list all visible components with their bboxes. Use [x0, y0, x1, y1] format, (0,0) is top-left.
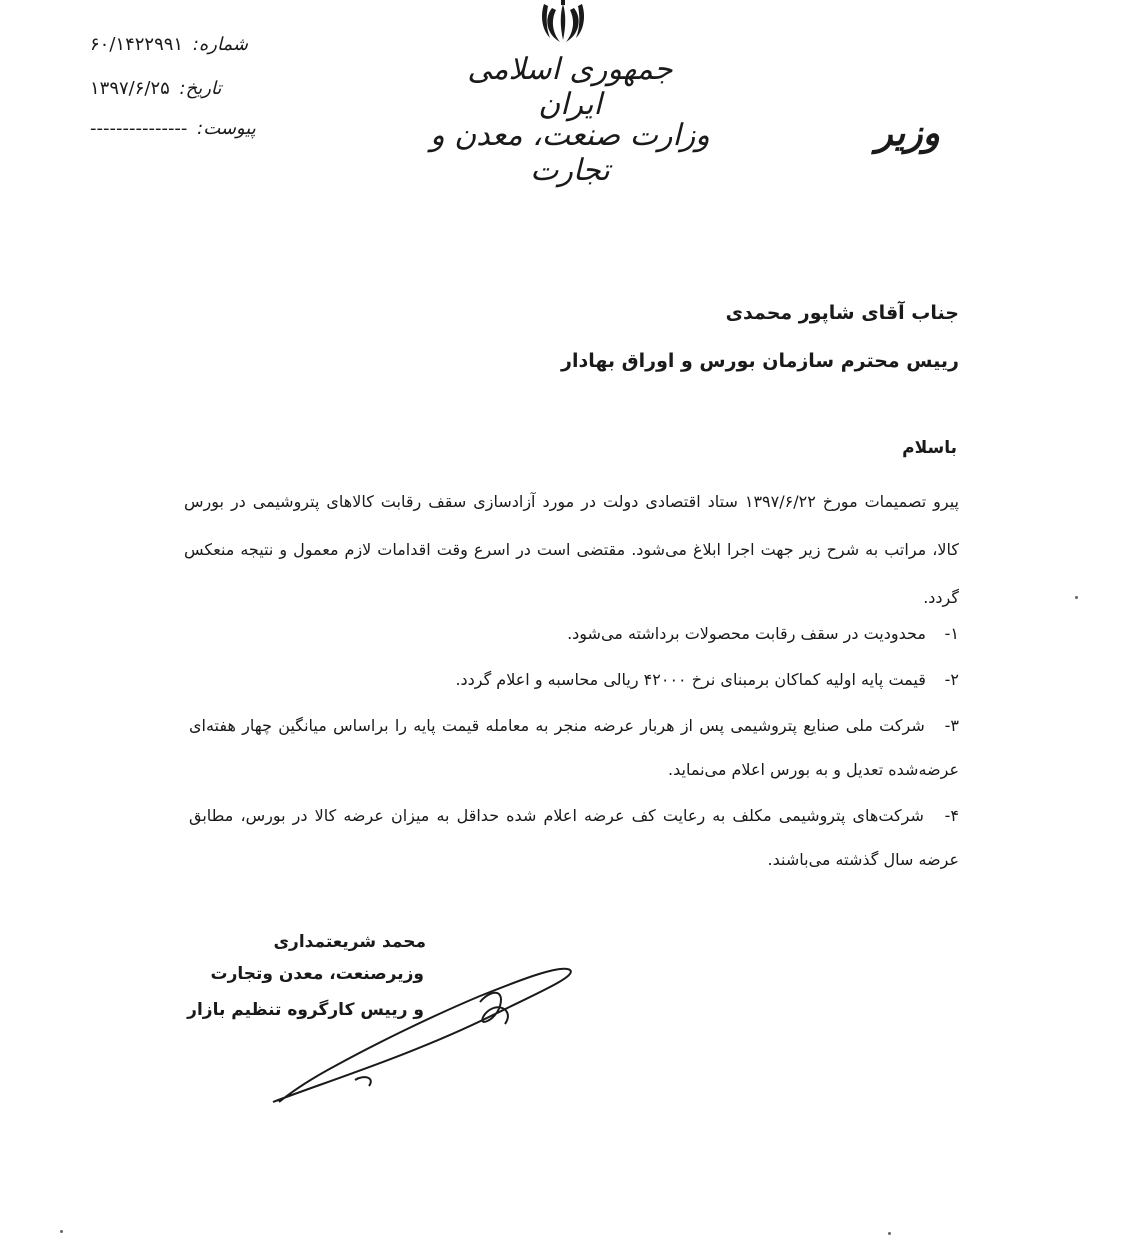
- letter-number-label: شماره:: [192, 34, 248, 55]
- iran-emblem-icon: [538, 0, 588, 48]
- letter-number-value: ۶۰/۱۴۲۲۹۹۱: [90, 34, 184, 55]
- list-item-number: ۳-: [944, 716, 959, 735]
- handwritten-signature: [265, 962, 585, 1112]
- minister-title: وزیر: [875, 112, 940, 154]
- letter-date-value: ۱۳۹۷/۶/۲۵: [90, 78, 170, 99]
- list-item-number: ۱-: [944, 624, 959, 643]
- scan-speck: [1075, 596, 1078, 599]
- letter-attachment: [90, 118, 290, 139]
- greeting: باسلام: [902, 438, 957, 458]
- scan-speck: [60, 1230, 63, 1233]
- letter-attachment-label: پیوست:: [197, 118, 256, 139]
- government-title: جمهوری اسلامی ایران: [467, 52, 673, 122]
- letter-date: [90, 78, 290, 99]
- list-item: [189, 794, 959, 882]
- signatory-title: وزیرصنعت، معدن وتجارت: [210, 964, 424, 984]
- list-item: [189, 612, 959, 656]
- recipient-title: رییس محترم سازمان بورس و اوراق بهادار: [561, 350, 959, 372]
- list-item: [189, 658, 959, 702]
- signatory-committee-title: و رییس کارگروه تنظیم بازار: [187, 1000, 424, 1020]
- scan-speck: [888, 1232, 891, 1235]
- letter-date-label: تاریخ:: [179, 78, 222, 99]
- list-item: [189, 704, 959, 792]
- list-item-number: ۲-: [944, 670, 959, 689]
- list-item-text: شرکت‌های پتروشیمی مکلف به رعایت کف عرضه اعلام شده حداقل به میزان عرضه کالا در بورس، مطابق عرضه سال گذشته می‌باشند.: [189, 806, 959, 869]
- signatory-name: محمد شریعتمداری: [273, 932, 426, 952]
- list-item-number: ۴-: [944, 806, 959, 825]
- list-item-text: شرکت ملی صنایع پتروشیمی پس از هربار عرضه منجر به معامله قیمت پایه را براساس میانگین چهار هفته‌ای عرضه‌شده تعدیل و به بورس اعلام می‌نماید.: [189, 716, 959, 779]
- list-item-text: قیمت پایه اولیه کماکان برمبنای نرخ ۴۲۰۰۰ ریالی محاسبه و اعلام گردد.: [455, 670, 926, 689]
- recipient-name: جناب آقای شاپور محمدی: [725, 302, 959, 324]
- intro-paragraph: پیرو تصمیمات مورخ ۱۳۹۷/۶/۲۲ ستاد اقتصادی دولت در مورد آزادسازی سقف رقابت کالاهای پتروشیمی در بورس کالا، مراتب به شرح زیر جهت اجرا ابلاغ می‌شود. مقتضی است در اسرع وقت اقدامات لازم معمول و نتیجه منعکس گردد.: [184, 492, 960, 607]
- letter-number: [90, 34, 290, 55]
- letter-attachment-value: ---------------: [90, 118, 188, 139]
- list-item-text: محدودیت در سقف رقابت محصولات برداشته می‌شود.: [567, 624, 926, 643]
- ministry-name: وزارت صنعت، معدن و تجارت: [430, 118, 710, 188]
